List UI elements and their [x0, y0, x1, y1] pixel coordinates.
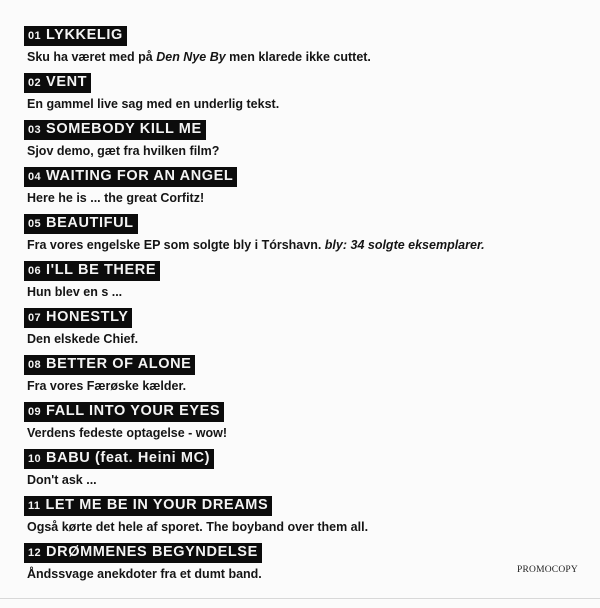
track-number: 02 [28, 77, 42, 89]
description-text: Den elskede Chief. [27, 332, 139, 346]
track-number: 08 [28, 359, 42, 371]
track-title-bar [24, 496, 272, 516]
track-12 [24, 543, 564, 590]
track-title-bar [24, 402, 224, 422]
track-05 [24, 214, 564, 261]
track-number: 10 [28, 453, 42, 465]
page-edge-divider [0, 598, 600, 599]
track-description [24, 96, 564, 112]
tracklist [24, 26, 564, 590]
description-text: Sjov demo, gæt fra hvilken film? [27, 144, 220, 158]
track-01 [24, 26, 564, 73]
track-04 [24, 167, 564, 214]
track-description [24, 190, 564, 206]
track-title-bar [24, 543, 262, 563]
track-title: VENT [46, 74, 88, 90]
track-number: 01 [28, 30, 42, 42]
track-description [24, 566, 564, 582]
track-09 [24, 402, 564, 449]
track-description [24, 425, 564, 441]
track-description [24, 519, 564, 535]
track-02 [24, 73, 564, 120]
track-title: FALL INTO YOUR EYES [46, 403, 221, 419]
track-title-bar [24, 214, 138, 234]
description-text: Fra vores engelske EP som solgte bly i Tórshavn. [27, 238, 325, 252]
track-06 [24, 261, 564, 308]
track-10 [24, 449, 564, 496]
track-08 [24, 355, 564, 402]
description-text: Here he is ... the great Corfitz! [27, 191, 205, 205]
track-title: BEAUTIFUL [46, 215, 134, 231]
track-description [24, 237, 564, 253]
description-text-end: men klarede ikke cuttet. [225, 50, 371, 64]
track-title-bar [24, 73, 91, 93]
track-description [24, 331, 564, 347]
description-text: En gammel live sag med en underlig tekst. [27, 97, 280, 111]
description-emphasis: Den Nye By [156, 50, 226, 64]
description-text: Sku ha været med på [27, 50, 157, 64]
track-description [24, 378, 564, 394]
description-text: Åndssvage anekdoter fra et dumt band. [27, 567, 262, 581]
track-title: DRØMMENES BEGYNDELSE [46, 544, 258, 560]
track-description [24, 49, 564, 65]
track-number: 07 [28, 312, 42, 324]
track-title: LET ME BE IN YOUR DREAMS [45, 497, 269, 513]
track-description [24, 284, 564, 300]
track-title: BETTER OF ALONE [46, 356, 192, 372]
track-title-bar [24, 261, 160, 281]
track-title-bar [24, 355, 195, 375]
track-title: BABU (feat. Heini MC) [46, 450, 211, 466]
track-title: HONESTLY [46, 309, 129, 325]
track-number: 06 [28, 265, 42, 277]
description-text: Verdens fedeste optagelse - wow! [27, 426, 228, 440]
track-title: LYKKELIG [46, 27, 123, 43]
track-title-bar [24, 167, 237, 187]
track-title: WAITING FOR AN ANGEL [46, 168, 234, 184]
track-number: 05 [28, 218, 42, 230]
track-title-bar [24, 120, 206, 140]
track-number: 03 [28, 124, 42, 136]
track-title-bar [24, 26, 127, 46]
track-07 [24, 308, 564, 355]
description-text: Don't ask ... [27, 473, 97, 487]
track-title-bar [24, 449, 214, 469]
track-title: SOMEBODY KILL ME [46, 121, 202, 137]
description-text: Også kørte det hele af sporet. The boyband over them all. [27, 520, 369, 534]
description-text: Fra vores Færøske kælder. [27, 379, 187, 393]
track-number: 11 [28, 500, 41, 512]
track-03 [24, 120, 564, 167]
track-number: 09 [28, 406, 42, 418]
track-11 [24, 496, 564, 543]
description-emphasis: bly: 34 solgte eksemplarer. [324, 238, 485, 252]
description-text: Hun blev en s ... [27, 285, 123, 299]
track-number: 12 [28, 547, 42, 559]
track-title: I'LL BE THERE [46, 262, 157, 278]
track-title-bar [24, 308, 132, 328]
track-description [24, 472, 564, 488]
promocopy-label: PROMOCOPY [517, 565, 578, 575]
track-description [24, 143, 564, 159]
track-number: 04 [28, 171, 42, 183]
